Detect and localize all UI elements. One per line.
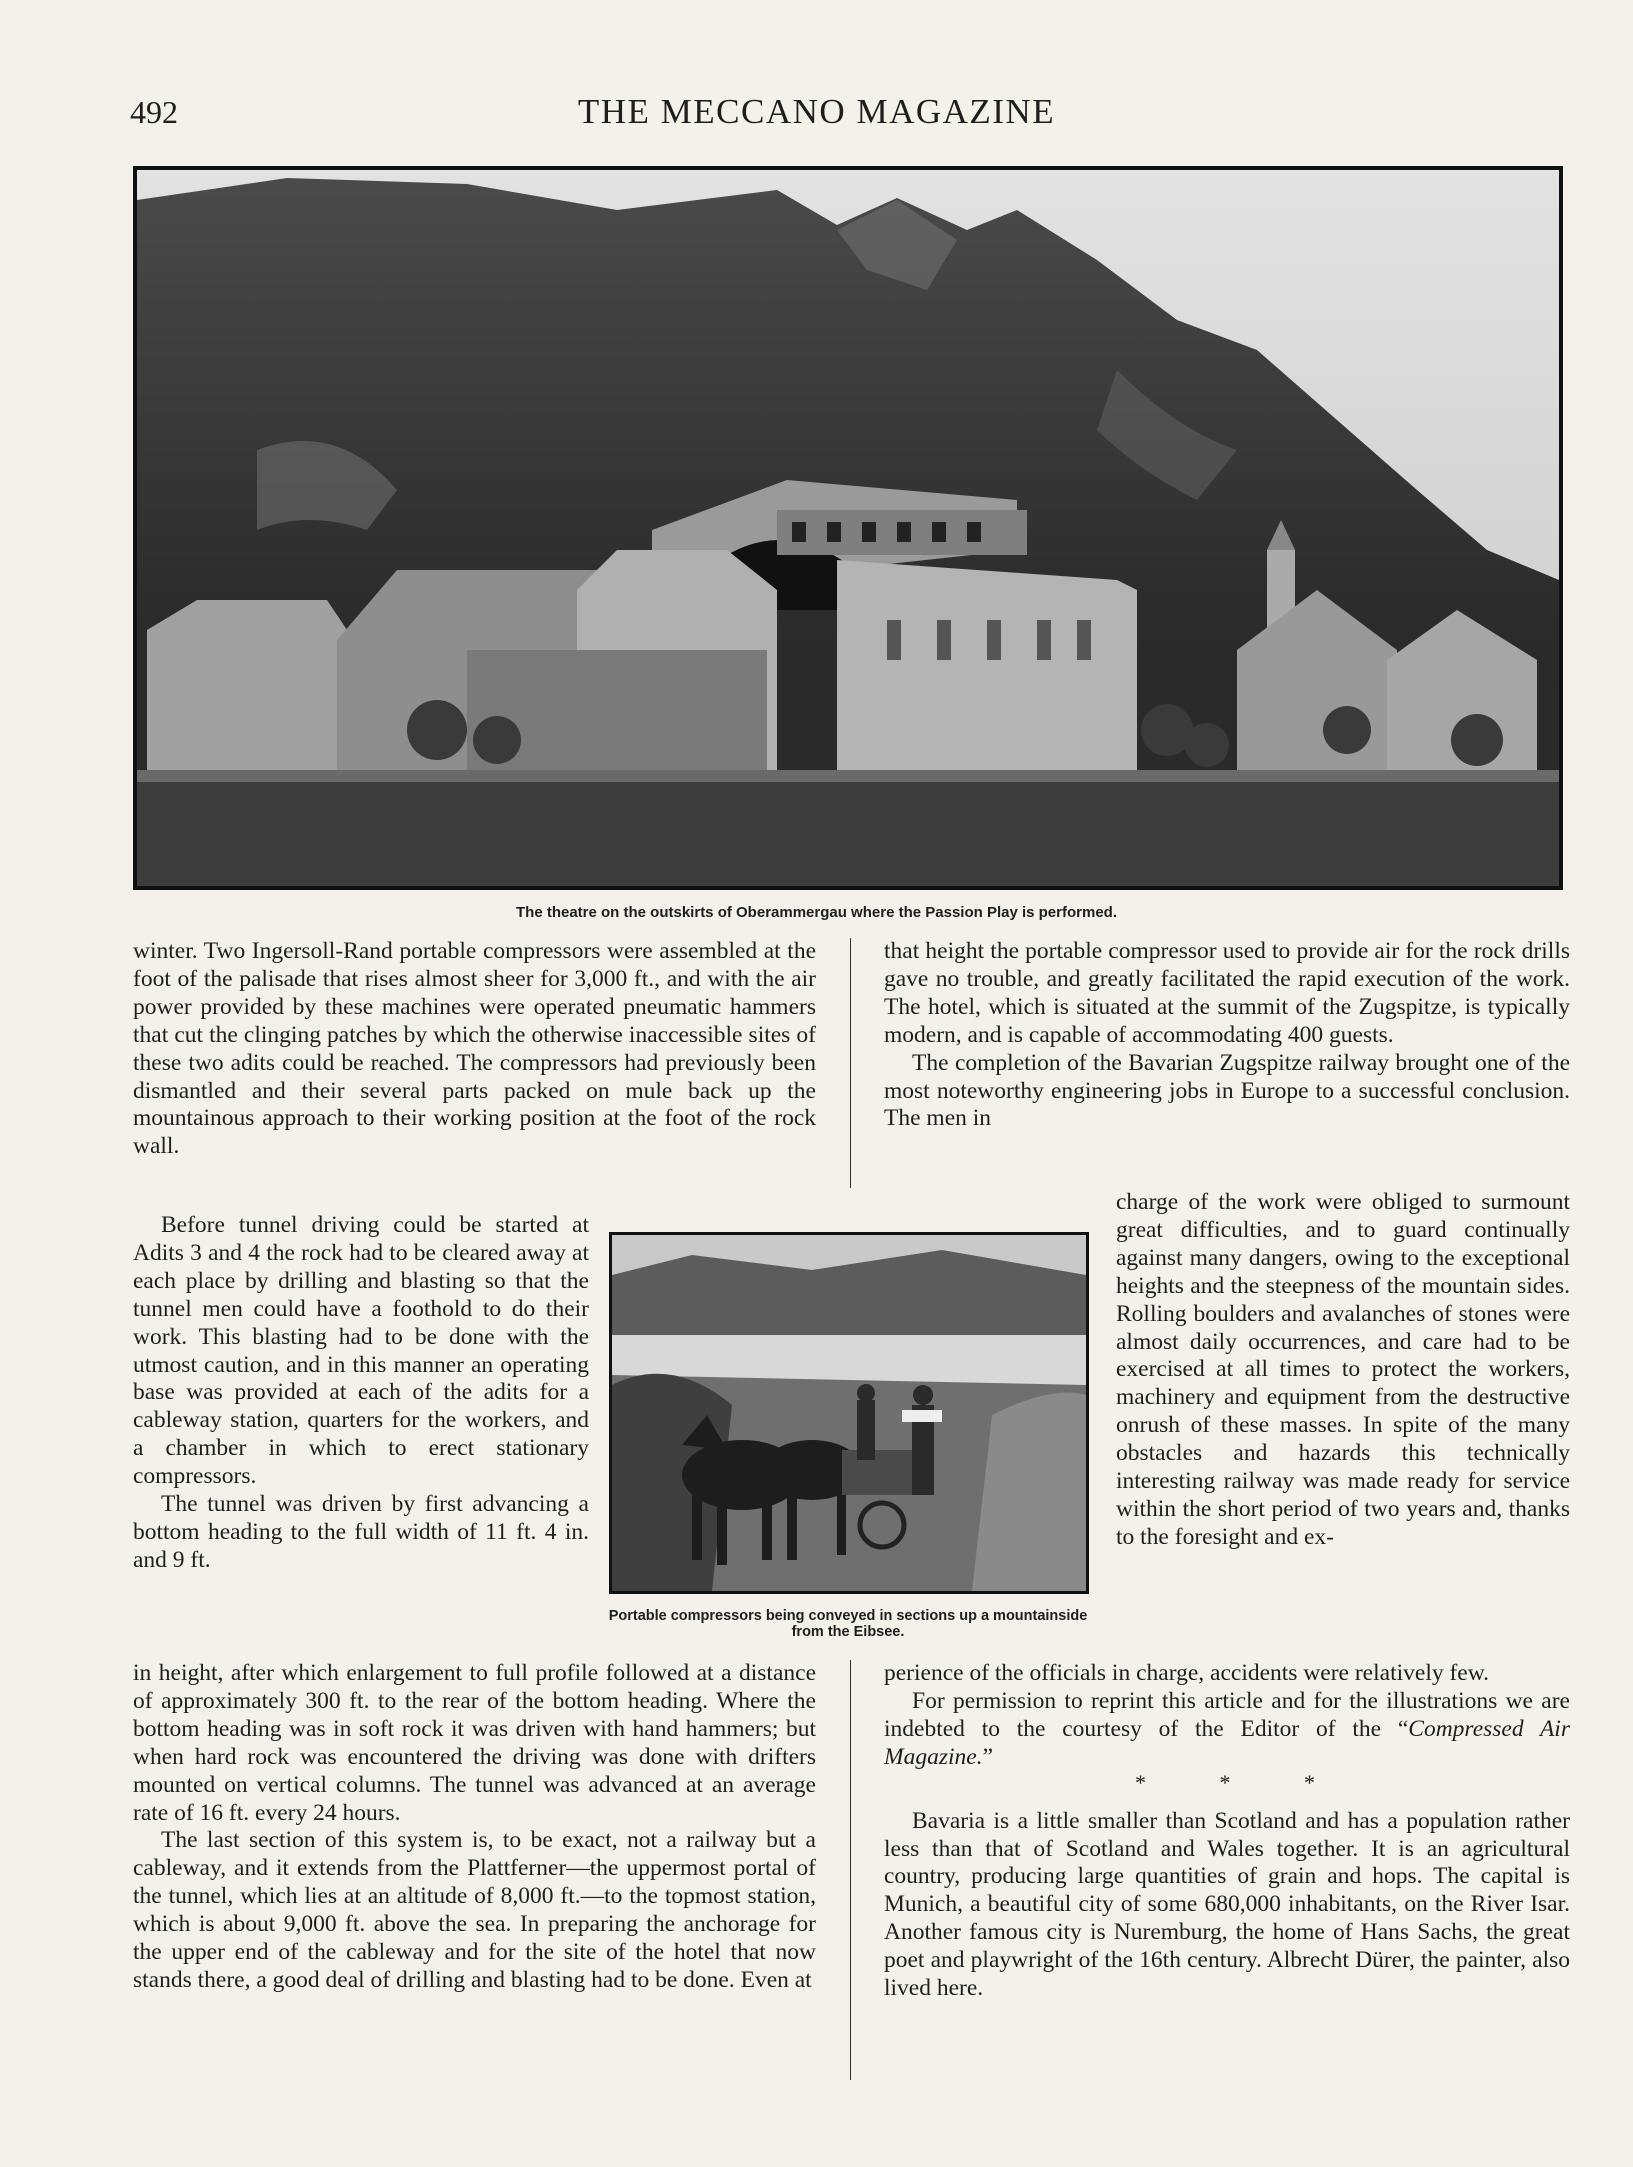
- left-column-bottom: [133, 1660, 816, 1995]
- paragraph: winter. Two Ingersoll-Rand portable compressors were assembled at the foot of the palisade that rises almost sheer for 3,000 ft., and with the air power provided by these machines were operated pneumatic hammers that cut the clinging patches by which the otherwise inaccessible sites of these two adits could be reached. The compressors had previously been dismantled and their several parts packed on mule back up the mountainous approach to their working position at the foot of the rock wall.: [133, 938, 816, 1160]
- left-column-middle: [133, 1212, 589, 1575]
- column-divider: [850, 1660, 851, 2080]
- credit-text: For permission to reprint this article and for the illustrations we are indebted to the courtesy of the Editor of the “: [884, 1687, 1570, 1742]
- right-column-bottom: [884, 1660, 1570, 2003]
- page-number: 492: [130, 94, 178, 130]
- paragraph: Before tunnel driving could be started at Adits 3 and 4 the rock had to be cleared away at each place by drilling and blasting so that the tunnel men could have a foothold to do their work. This blasting had to be done with the utmost caution, and in this manner an operating base was provided at each of the adits for a cableway station, quarters for the workers, and a chamber in which to erect stationary compressors.: [133, 1212, 589, 1490]
- right-column-middle: [1116, 1189, 1570, 1552]
- magazine-name: Compressed Air Magazine.: [884, 1715, 1570, 1770]
- paragraph: that height the portable compressor used to provide air for the rock drills gave no trouble, and greatly facilitated the rapid execution of the work. The hotel, which is situated at the summit of the Zugspitze, is typically modern, and is capable of accommodating 400 guests.: [884, 938, 1570, 1048]
- left-column-top: [133, 938, 816, 1161]
- paragraph: The tunnel was driven by first advancing a bottom heading to the full width of 11 ft. 4 in. and 9 ft.: [133, 1491, 589, 1573]
- page-header: [0, 92, 1633, 142]
- main-photo-caption: The theatre on the outskirts of Oberammergau where the Passion Play is performed.: [516, 904, 1117, 921]
- right-column-top: [884, 938, 1570, 1133]
- section-separator: * * *: [1135, 1769, 1349, 1795]
- theatre-photo-graphic: [137, 170, 1559, 886]
- theatre-photograph: [133, 166, 1563, 890]
- paragraph: charge of the work were obliged to surmount great difficulties, and to guard continually against many dangers, owing to the exceptional heights and the steepness of the mountain sides. Rolling boulders and avalanches of stones were almost daily occurrences, and care had to be exercised at all times to protect the workers, machinery and equipment from the destructive onrush of these masses. In spite of the many obstacles and hazards this technically interesting railway was made ready for service within the short period of two years and, thanks to the foresight and ex-: [1116, 1189, 1570, 1550]
- magazine-title: THE MECCANO MAGAZINE: [577, 92, 1056, 131]
- compressor-photograph: [609, 1232, 1089, 1594]
- paragraph: perience of the officials in charge, accidents were relatively few.: [884, 1660, 1490, 1686]
- compressor-photo-graphic: [612, 1235, 1086, 1591]
- credit-close-quote: ”: [982, 1743, 993, 1770]
- compressor-photo-caption: Portable compressors being conveyed in sections up a mountainside from the Eibsee.: [608, 1608, 1088, 1640]
- column-divider: [850, 938, 851, 1188]
- paragraph: Bavaria is a little smaller than Scotland and has a population rather less than that of Scotland and Wales together. It is an agricultural country, producing large quantities of grain and hops. The capital is Munich, a beautiful city of some 680,000 inhabitants, on the River Isar. Another famous city is Nuremburg, the home of Hans Sachs, the great poet and playwright of the 16th century. Albrecht Dürer, the painter, also lived here.: [884, 1807, 1570, 2002]
- reprint-credit: [884, 1688, 1570, 1772]
- paragraph: The last section of this system is, to be exact, not a railway but a cableway, and it extends from the Plattferner—the uppermost portal of the tunnel, which lies at an altitude of 8,000 ft.—to the topmost station, which is about 9,000 ft. above the sea. In preparing the anchorage for the upper end of the cableway and for the site of the hotel that now stands there, a good deal of drilling and blasting had to be done. Even at: [133, 1827, 816, 1993]
- paragraph: in height, after which enlargement to full profile followed at a distance of approximately 300 ft. to the rear of the bottom heading. Where the bottom heading was in soft rock it was driven with hand hammers; but when hard rock was encountered the driving was done with drifters mounted on vertical columns. The tunnel was advanced at an average rate of 16 ft. every 24 hours.: [133, 1660, 816, 1826]
- paragraph: The completion of the Bavarian Zugspitze railway brought one of the most noteworthy engineering jobs in Europe to a successful conclusion. The men in: [884, 1049, 1570, 1132]
